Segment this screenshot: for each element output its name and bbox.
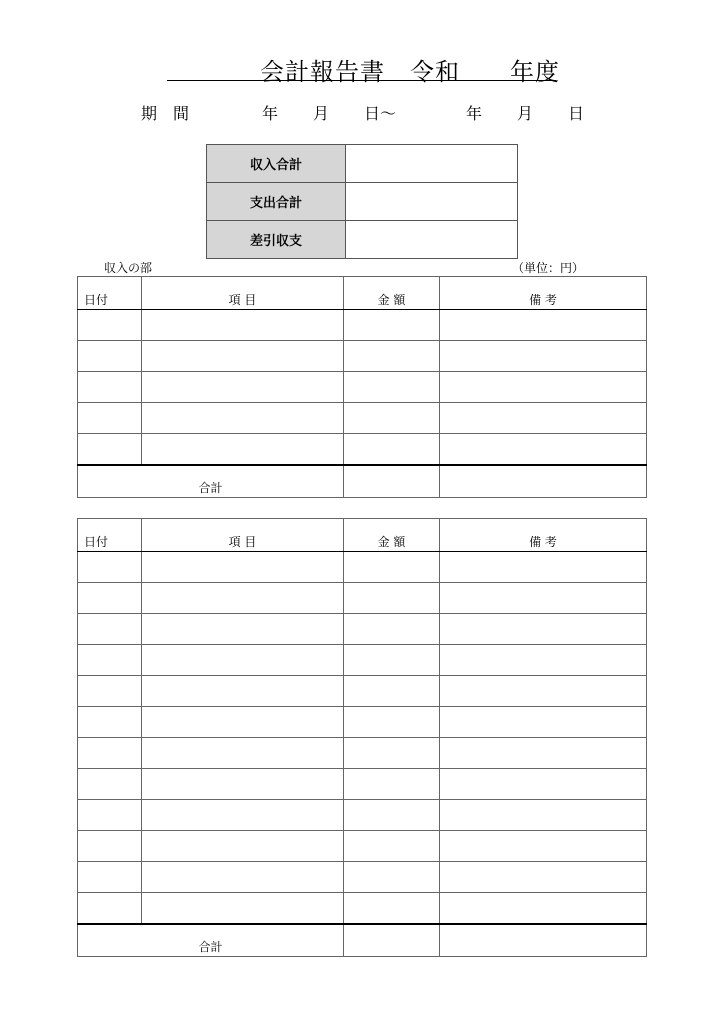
income-amount-cell[interactable] xyxy=(344,310,440,341)
income-total-amount-cell[interactable] xyxy=(344,465,440,498)
expense-amount-cell[interactable] xyxy=(344,800,440,831)
column-header-item: 項 目 xyxy=(142,277,344,310)
expense-amount-cell[interactable] xyxy=(344,769,440,800)
expense-row xyxy=(78,645,647,676)
expense-date-cell[interactable] xyxy=(78,769,142,800)
period-end-year: 年 xyxy=(466,104,483,123)
expense-row xyxy=(78,676,647,707)
income-section-label: 収入の部 xyxy=(104,261,153,275)
expense-amount-cell[interactable] xyxy=(344,862,440,893)
income-remarks-cell[interactable] xyxy=(440,372,647,403)
expense-amount-cell[interactable] xyxy=(344,552,440,583)
income-remarks-cell[interactable] xyxy=(440,434,647,466)
expense-remarks-cell[interactable] xyxy=(440,800,647,831)
income-total-row-label: 合計 xyxy=(78,465,344,498)
expense-table xyxy=(77,518,647,957)
income-amount-cell[interactable] xyxy=(344,403,440,434)
period-end-day: 日 xyxy=(568,104,585,123)
expense-remarks-cell[interactable] xyxy=(440,614,647,645)
expense-total-amount-cell[interactable] xyxy=(344,924,440,957)
expense-date-cell[interactable] xyxy=(78,614,142,645)
expense-row xyxy=(78,552,647,583)
title-underline xyxy=(167,80,556,81)
expense-item-cell[interactable] xyxy=(142,676,344,707)
summary-row-income xyxy=(207,145,518,183)
income-total-remarks-cell[interactable] xyxy=(440,465,647,498)
expense-item-cell[interactable] xyxy=(142,552,344,583)
expense-item-cell[interactable] xyxy=(142,800,344,831)
expense-row xyxy=(78,614,647,645)
expense-row xyxy=(78,800,647,831)
unit-label: （単位：円） xyxy=(512,261,585,275)
expense-remarks-cell[interactable] xyxy=(440,769,647,800)
column-header-remarks: 備 考 xyxy=(440,277,647,310)
expense-item-cell[interactable] xyxy=(142,614,344,645)
expense-remarks-cell[interactable] xyxy=(440,552,647,583)
expense-item-cell[interactable] xyxy=(142,893,344,925)
expense-amount-cell[interactable] xyxy=(344,583,440,614)
expense-item-cell[interactable] xyxy=(142,583,344,614)
expense-remarks-cell[interactable] xyxy=(440,583,647,614)
expense-date-cell[interactable] xyxy=(78,893,142,925)
expense-remarks-cell[interactable] xyxy=(440,645,647,676)
income-table xyxy=(77,276,647,498)
balance-field[interactable] xyxy=(346,221,518,259)
expense-remarks-cell[interactable] xyxy=(440,738,647,769)
expense-date-cell[interactable] xyxy=(78,862,142,893)
expense-date-cell[interactable] xyxy=(78,552,142,583)
summary-row-expense xyxy=(207,183,518,221)
expense-amount-cell[interactable] xyxy=(344,893,440,925)
expense-total-remarks-cell[interactable] xyxy=(440,924,647,957)
period-label: 期 間 xyxy=(141,104,190,123)
expense-amount-cell[interactable] xyxy=(344,831,440,862)
expense-date-cell[interactable] xyxy=(78,800,142,831)
expense-row xyxy=(78,862,647,893)
expense-remarks-cell[interactable] xyxy=(440,831,647,862)
expense-amount-cell[interactable] xyxy=(344,614,440,645)
expense-item-cell[interactable] xyxy=(142,738,344,769)
income-item-cell[interactable] xyxy=(142,310,344,341)
column-header-remarks: 備 考 xyxy=(440,519,647,552)
income-item-cell[interactable] xyxy=(142,434,344,466)
income-date-cell[interactable] xyxy=(78,434,142,466)
income-date-cell[interactable] xyxy=(78,310,142,341)
period-start-day: 日～ xyxy=(364,104,397,123)
income-amount-cell[interactable] xyxy=(344,341,440,372)
income-remarks-cell[interactable] xyxy=(440,403,647,434)
expense-total-label: 支出合計 xyxy=(207,183,346,221)
summary-table xyxy=(206,144,518,259)
period-end-month: 月 xyxy=(517,104,534,123)
column-header-amount: 金 額 xyxy=(344,277,440,310)
income-row xyxy=(78,341,647,372)
summary-row-balance xyxy=(207,221,518,259)
expense-date-cell[interactable] xyxy=(78,738,142,769)
column-header-date: 日付 xyxy=(78,277,142,310)
expense-remarks-cell[interactable] xyxy=(440,676,647,707)
column-header-amount: 金 額 xyxy=(344,519,440,552)
expense-item-cell[interactable] xyxy=(142,707,344,738)
expense-date-cell[interactable] xyxy=(78,645,142,676)
income-remarks-cell[interactable] xyxy=(440,310,647,341)
column-header-item: 項 目 xyxy=(142,519,344,552)
expense-date-cell[interactable] xyxy=(78,676,142,707)
period-start-month: 月 xyxy=(313,104,330,123)
expense-item-cell[interactable] xyxy=(142,831,344,862)
expense-item-cell[interactable] xyxy=(142,645,344,676)
income-item-cell[interactable] xyxy=(142,372,344,403)
income-amount-cell[interactable] xyxy=(344,434,440,466)
expense-row xyxy=(78,583,647,614)
expense-amount-cell[interactable] xyxy=(344,645,440,676)
expense-row xyxy=(78,769,647,800)
expense-remarks-cell[interactable] xyxy=(440,862,647,893)
expense-amount-cell[interactable] xyxy=(344,707,440,738)
expense-item-cell[interactable] xyxy=(142,862,344,893)
income-total-row xyxy=(78,465,647,498)
balance-label: 差引収支 xyxy=(207,221,346,259)
income-total-field[interactable] xyxy=(346,145,518,183)
income-total-label: 収入合計 xyxy=(207,145,346,183)
expense-header-row xyxy=(78,519,647,552)
income-remarks-cell[interactable] xyxy=(440,341,647,372)
expense-date-cell[interactable] xyxy=(78,831,142,862)
income-header-row xyxy=(78,277,647,310)
expense-date-cell[interactable] xyxy=(78,707,142,738)
income-item-cell[interactable] xyxy=(142,403,344,434)
expense-item-cell[interactable] xyxy=(142,769,344,800)
income-date-cell[interactable] xyxy=(78,372,142,403)
expense-total-row xyxy=(78,924,647,957)
income-row xyxy=(78,372,647,403)
expense-amount-cell[interactable] xyxy=(344,676,440,707)
period-start-year: 年 xyxy=(262,104,279,123)
expense-rows xyxy=(78,552,647,925)
income-row xyxy=(78,434,647,466)
expense-date-cell[interactable] xyxy=(78,583,142,614)
expense-row xyxy=(78,738,647,769)
page-title: 会計報告書 令和 年度 xyxy=(260,58,560,86)
expense-row xyxy=(78,707,647,738)
expense-total-row-label: 合計 xyxy=(78,924,344,957)
column-header-date: 日付 xyxy=(78,519,142,552)
income-item-cell[interactable] xyxy=(142,341,344,372)
income-date-cell[interactable] xyxy=(78,403,142,434)
income-row xyxy=(78,310,647,341)
expense-remarks-cell[interactable] xyxy=(440,707,647,738)
income-row xyxy=(78,403,647,434)
expense-remarks-cell[interactable] xyxy=(440,893,647,925)
expense-row xyxy=(78,831,647,862)
expense-row xyxy=(78,893,647,925)
income-amount-cell[interactable] xyxy=(344,372,440,403)
income-rows xyxy=(78,310,647,466)
expense-total-field[interactable] xyxy=(346,183,518,221)
income-date-cell[interactable] xyxy=(78,341,142,372)
expense-amount-cell[interactable] xyxy=(344,738,440,769)
